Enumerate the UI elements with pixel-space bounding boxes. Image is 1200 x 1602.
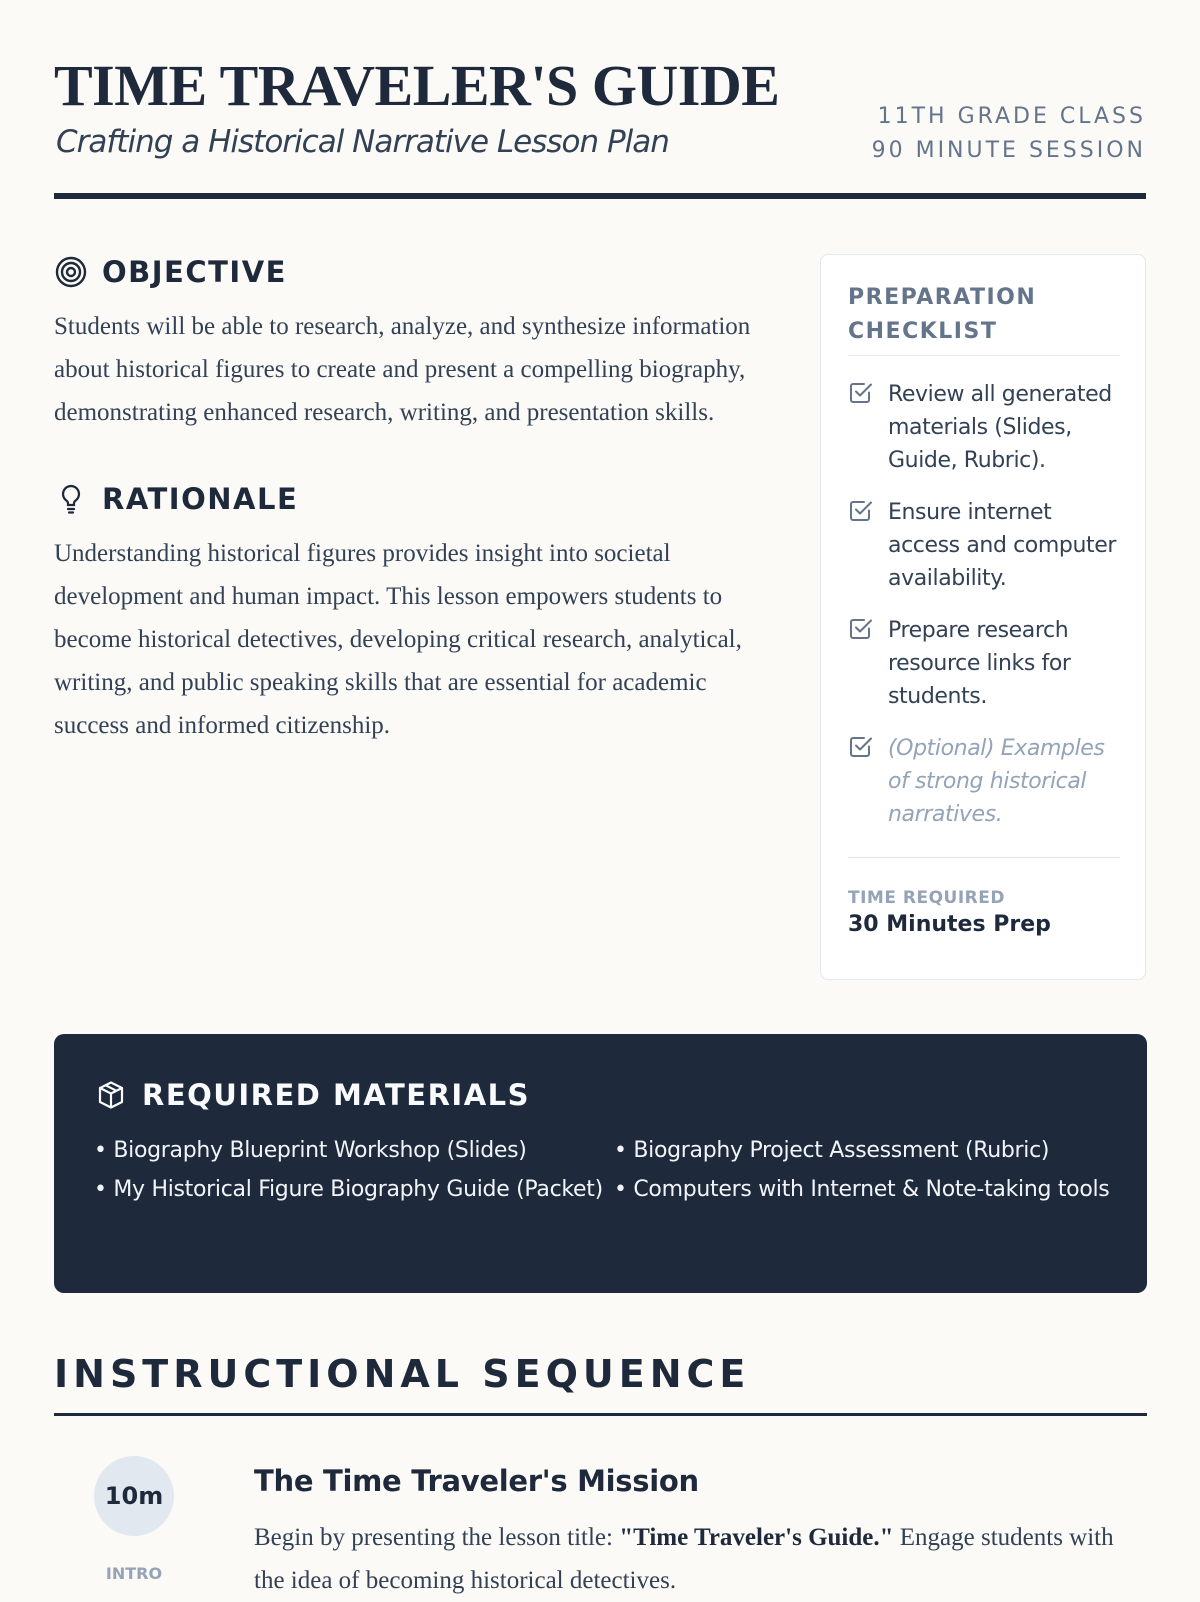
package-icon bbox=[94, 1078, 128, 1112]
checkbox-icon bbox=[848, 616, 874, 642]
lightbulb-icon bbox=[54, 482, 88, 516]
material-item: • Biography Blueprint Workshop (Slides) bbox=[94, 1138, 527, 1163]
header-divider bbox=[54, 193, 1146, 199]
rationale-text: Understanding historical figures provides insight into societal development and human impact. This lesson empowers students to become historical detectives, developing critical research, analytical, writing, and public speaking skills that are essential for academic success and informed citizenship. bbox=[54, 540, 742, 739]
page-subtitle: Crafting a Historical Narrative Lesson Plan bbox=[56, 124, 669, 160]
objective-section bbox=[54, 255, 764, 434]
checklist-item-label: Ensure internet access and computer availability. bbox=[888, 500, 1117, 591]
material-item: • Computers with Internet & Note-taking tools bbox=[614, 1177, 1110, 1202]
materials-list bbox=[94, 1134, 1110, 1206]
checklist-item-label: Review all generated materials (Slides, Guide, Rubric). bbox=[888, 382, 1112, 473]
materials-heading: REQUIRED MATERIALS bbox=[142, 1078, 531, 1112]
required-materials-panel bbox=[54, 1034, 1147, 1293]
objective-heading-row bbox=[54, 255, 764, 289]
step-title: The Time Traveler's Mission bbox=[254, 1464, 699, 1498]
checklist-item[interactable] bbox=[848, 378, 1119, 477]
rationale-section bbox=[54, 482, 764, 747]
checkbox-icon bbox=[848, 498, 874, 524]
sequence-divider bbox=[54, 1413, 1147, 1416]
left-column bbox=[54, 255, 764, 747]
rationale-heading-row bbox=[54, 482, 764, 516]
material-item: • Biography Project Assessment (Rubric) bbox=[614, 1138, 1050, 1163]
checklist-item-optional[interactable] bbox=[848, 732, 1119, 831]
material-item: • My Historical Figure Biography Guide (Packet) bbox=[94, 1177, 603, 1202]
checklist-item-label: Prepare research resource links for students. bbox=[888, 618, 1071, 709]
page-title: TIME TRAVELER'S GUIDE bbox=[54, 53, 780, 118]
step-body bbox=[254, 1456, 1144, 1602]
target-icon bbox=[54, 255, 88, 289]
rationale-heading: RATIONALE bbox=[102, 482, 299, 516]
materials-heading-row bbox=[94, 1078, 1107, 1112]
grade-label: 11TH GRADE CLASS bbox=[877, 104, 1146, 129]
duration-label: 90 MINUTE SESSION bbox=[871, 138, 1146, 163]
instructional-sequence-heading: INSTRUCTIONAL SEQUENCE bbox=[54, 1352, 751, 1396]
step-text-intro: Begin by presenting the lesson title: bbox=[254, 1524, 620, 1551]
card-divider bbox=[848, 857, 1120, 858]
step-text bbox=[254, 1516, 1144, 1602]
checkbox-icon bbox=[848, 734, 874, 760]
checkbox-icon bbox=[848, 380, 874, 406]
checklist-item[interactable] bbox=[848, 496, 1119, 595]
step-duration-badge: 10m bbox=[94, 1456, 174, 1536]
class-meta bbox=[872, 100, 1146, 168]
header bbox=[54, 0, 1146, 200]
objective-text: Students will be able to research, analyze, and synthesize information about historical figures to create and present a compelling biography, demonstrating enhanced research, writing, and presentation skills. bbox=[54, 313, 751, 426]
time-required-label: TIME REQUIRED bbox=[848, 888, 1005, 908]
checklist-item-label: (Optional) Examples of strong historical narratives. bbox=[888, 736, 1105, 827]
objective-heading: OBJECTIVE bbox=[102, 255, 287, 289]
time-required-value: 30 Minutes Prep bbox=[848, 912, 1051, 937]
preparation-checklist-card bbox=[820, 254, 1146, 980]
step-text-emphasis: "Time Traveler's Guide." bbox=[619, 1524, 894, 1551]
checklist bbox=[848, 378, 1119, 831]
step-phase-label: INTRO bbox=[105, 1564, 163, 1583]
step-text-rest: Engage students with the idea of becoming historical detectives. bbox=[254, 1524, 1114, 1594]
checklist-title: PREPARATION CHECKLIST bbox=[848, 281, 1120, 356]
checklist-item[interactable] bbox=[848, 614, 1119, 713]
